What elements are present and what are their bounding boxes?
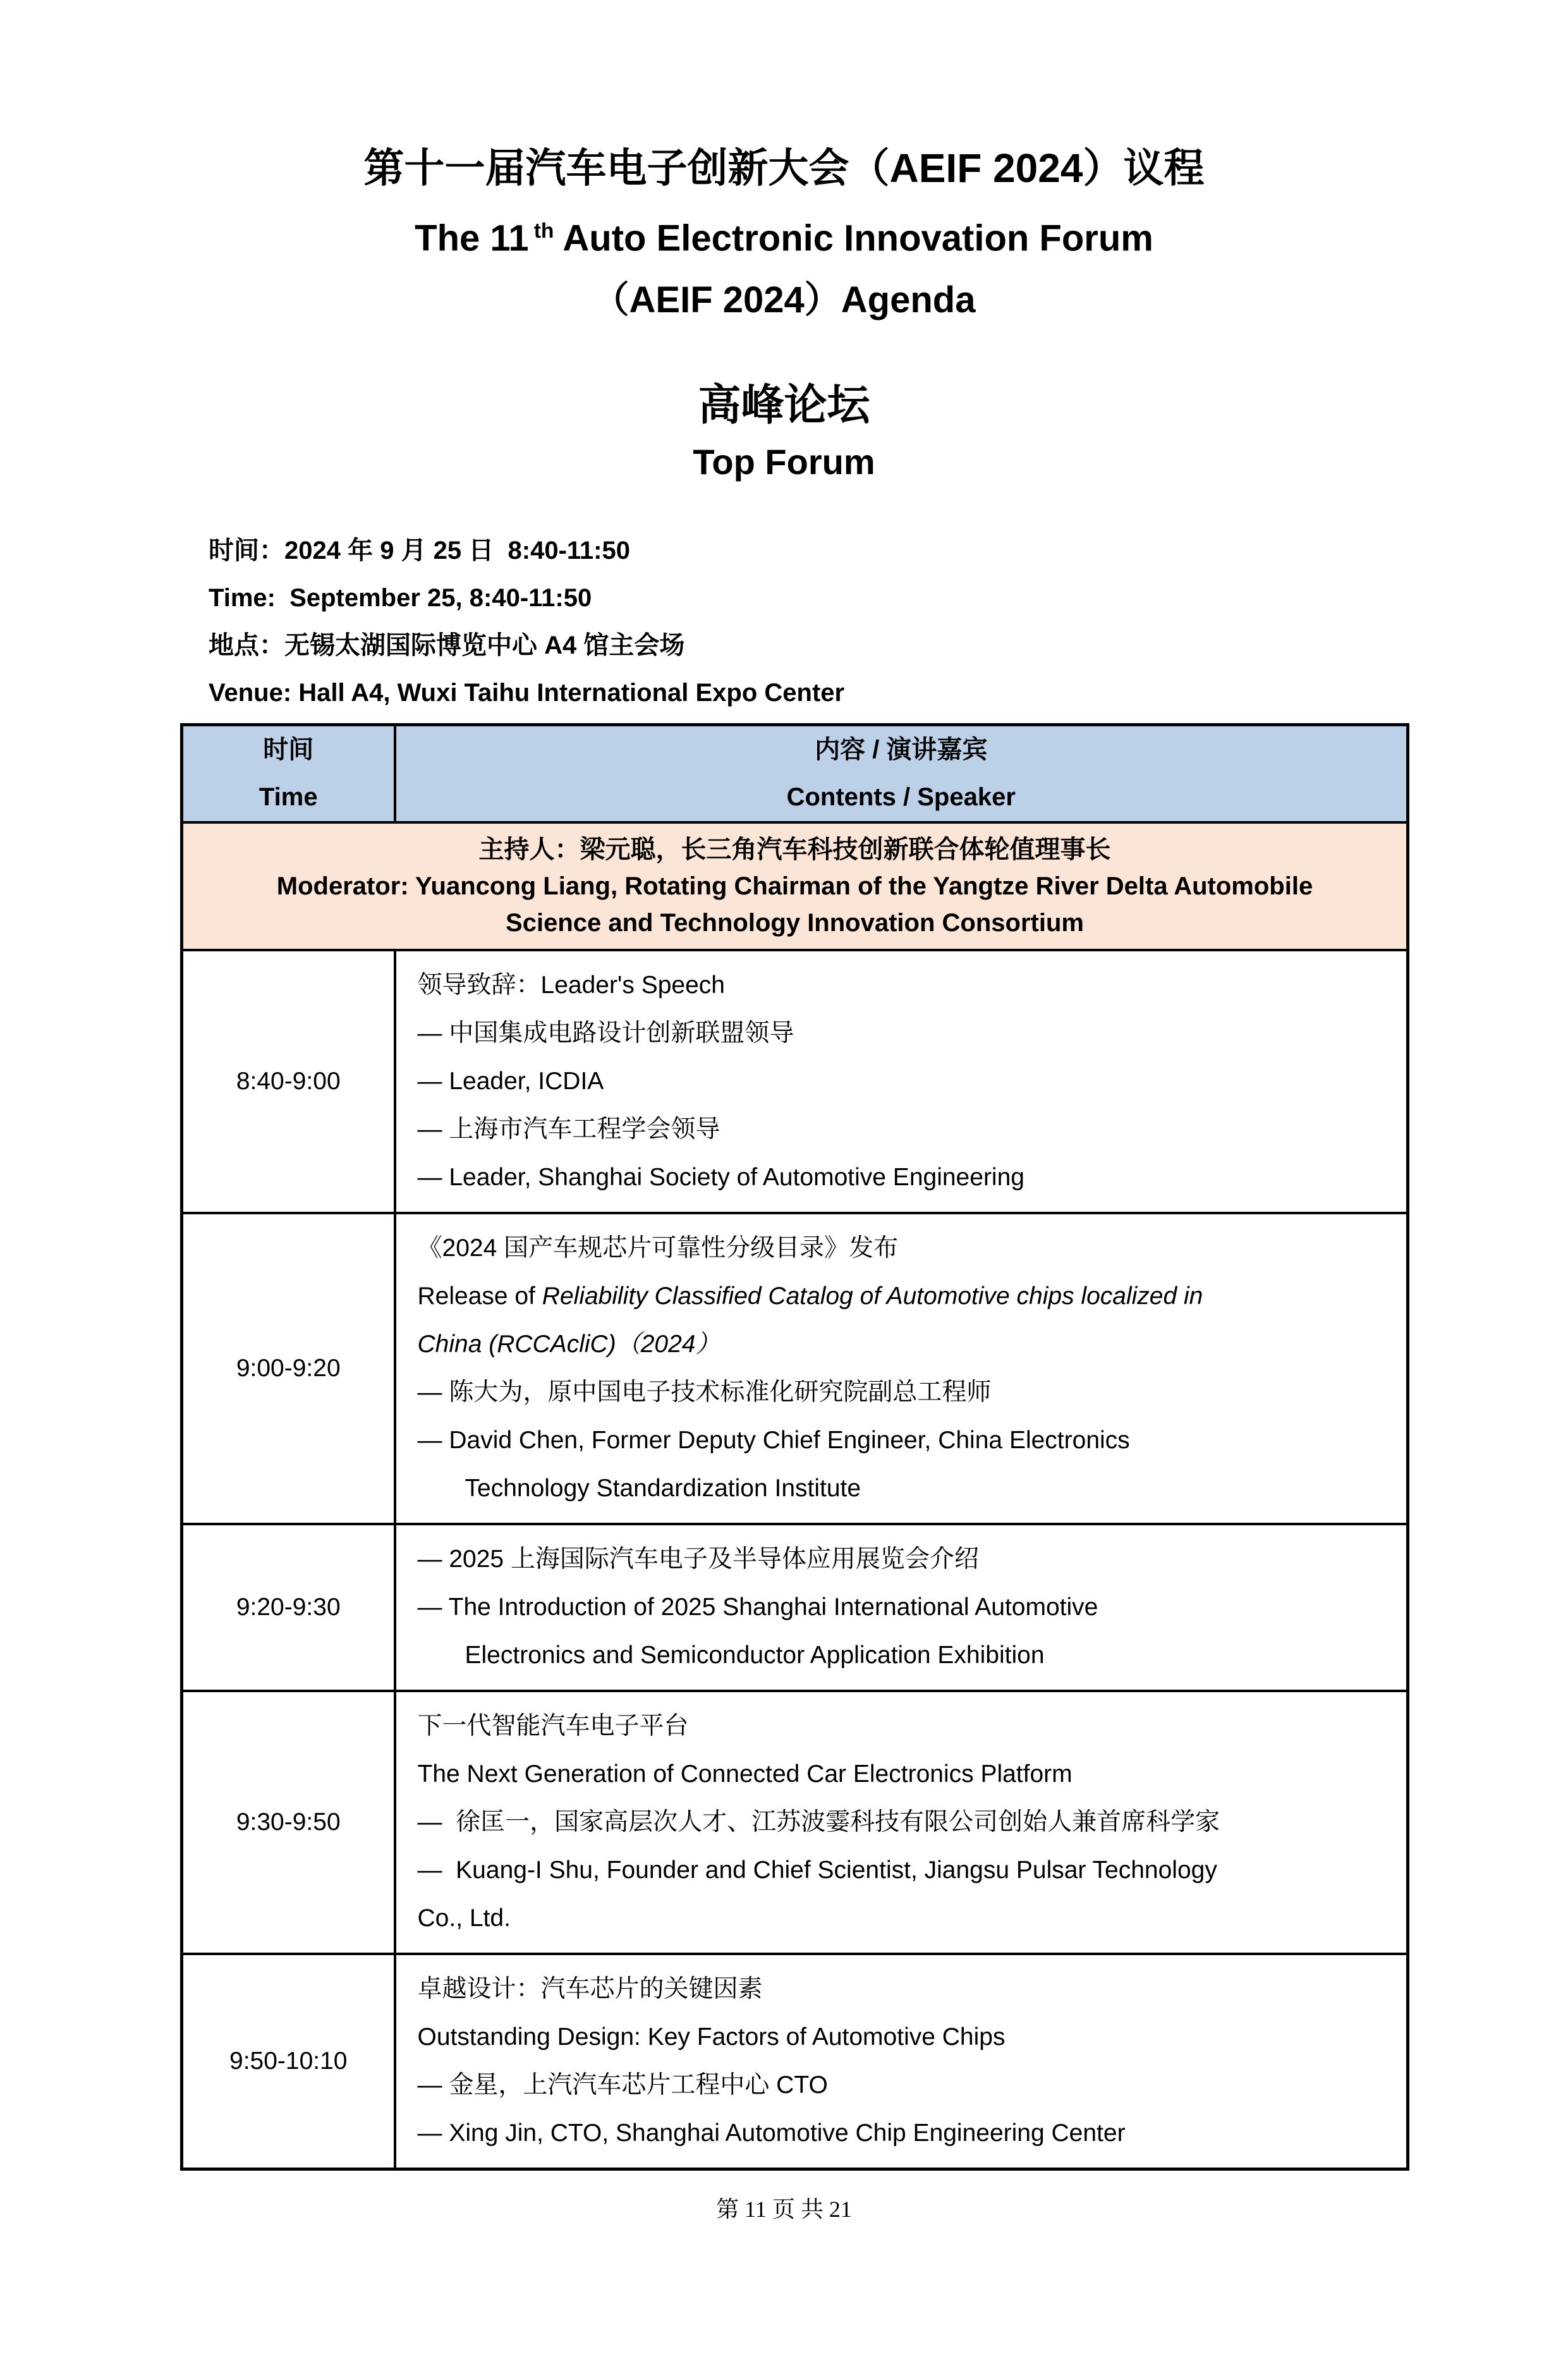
content-line — [418, 1224, 1388, 1272]
text: — 中国集成电路设计创新联盟领导 — [417, 1020, 794, 1047]
header-contents-zh: 内容 / 演讲嘉宾 — [815, 736, 988, 764]
content-line — [418, 1009, 1388, 1058]
text: 《2024 国产车规芯片可靠性分级目录》发布 — [417, 1235, 899, 1262]
table-row — [182, 1954, 1408, 2169]
text: — 上海市汽车工程学会领导 — [417, 1116, 720, 1143]
header-time-zh: 时间 — [263, 736, 314, 764]
content-cell — [395, 1691, 1408, 1954]
content-line — [418, 1272, 1388, 1320]
content-line — [418, 1750, 1388, 1798]
header-contents-column — [395, 725, 1408, 823]
content-line — [418, 1369, 1388, 1417]
time-cell: 9:50-10:10 — [182, 1954, 395, 2169]
text: — Leader, ICDIA — [417, 1068, 604, 1095]
content-line — [418, 1583, 1388, 1631]
moderator-line-en1: Moderator: Yuancong Liang, Rotating Chairman of the Yangtze River Delta Automobile — [276, 872, 1313, 901]
title-block — [0, 136, 1568, 331]
content-cell — [395, 1954, 1408, 2169]
content-line — [418, 2013, 1388, 2061]
text: Technology Standardization Institute — [465, 1475, 861, 1503]
text: — David Chen, Former Deputy Chief Engineer, China Electronics — [417, 1427, 1130, 1454]
content-line — [418, 1535, 1388, 1583]
italic-text: China (RCCAcliC)（2024） — [417, 1331, 720, 1358]
table-row — [182, 1213, 1408, 1524]
content-line — [418, 2109, 1388, 2157]
meta-time-en: Time: September 25, 8:40-11:50 — [209, 584, 592, 613]
header-contents-en: Contents / Speaker — [786, 783, 1016, 812]
agenda-table — [180, 723, 1409, 2171]
header-time-column — [182, 725, 395, 823]
content-line — [418, 1465, 1388, 1513]
table-row — [182, 1691, 1408, 1954]
moderator-line-en2: Science and Technology Innovation Consortium — [506, 909, 1084, 937]
header-time-en: Time — [258, 783, 318, 812]
text: — Leader, Shanghai Society of Automotive Engineering — [417, 1164, 1024, 1192]
table-row — [182, 950, 1408, 1213]
text: 卓越设计：汽车芯片的关键因素 — [417, 1975, 763, 2003]
text: Release of — [417, 1283, 542, 1310]
page-title-en-line1 — [0, 200, 1568, 269]
content-line — [418, 2061, 1388, 2109]
meta-venue-en: Venue: Hall A4, Wuxi Taihu International Expo Center — [209, 679, 845, 707]
content-line — [418, 1106, 1388, 1154]
moderator-row — [182, 822, 1408, 950]
meta-venue-zh: 地点：无锡太湖国际博览中心 A4 馆主会场 — [209, 631, 685, 660]
agenda-rows — [182, 950, 1408, 2169]
time-cell: 9:00-9:20 — [182, 1213, 395, 1524]
content-line — [418, 1846, 1388, 1894]
page-number: 第 11 页 共 21 — [716, 2197, 852, 2223]
text: — 2025 上海国际汽车电子及半导体应用展览会介绍 — [417, 1546, 979, 1573]
text: The Next Generation of Connected Car Electronics Platform — [417, 1760, 1073, 1788]
section-title-zh: 高峰论坛 — [698, 381, 870, 430]
time-cell: 9:20-9:30 — [182, 1524, 395, 1691]
moderator-cell — [182, 822, 1408, 950]
content-line — [418, 1798, 1388, 1846]
table-header-row — [182, 725, 1408, 823]
text: — 徐匡一，国家高层次人才、江苏波霎科技有限公司创始人兼首席科学家 — [417, 1808, 1220, 1836]
content-line — [418, 1965, 1388, 2013]
time-cell: 9:30-9:50 — [182, 1691, 395, 1954]
time-cell: 8:40-9:00 — [182, 950, 395, 1213]
section-title-block — [0, 375, 1568, 489]
text: Outstanding Design: Key Factors of Automotive Chips — [417, 2023, 1006, 2051]
text: — Xing Jin, CTO, Shanghai Automotive Chip Engineering Center — [417, 2119, 1126, 2147]
title-en-superscript: th — [533, 219, 554, 243]
meta-block — [209, 527, 1568, 717]
content-line — [418, 1058, 1388, 1106]
content-line — [418, 961, 1388, 1009]
text: Electronics and Semiconductor Application Exhibition — [465, 1642, 1045, 1669]
content-line — [418, 1154, 1388, 1202]
meta-time-zh: 时间：2024 年 9 月 25 日 8:40-11:50 — [209, 537, 630, 565]
page-title-en-line2: （AEIF 2024）Agenda — [592, 279, 976, 321]
content-cell — [395, 1524, 1408, 1691]
content-line — [418, 1320, 1388, 1369]
title-en-part1: The 11 — [415, 217, 529, 259]
content-line — [418, 1702, 1388, 1750]
content-line — [418, 1894, 1388, 1942]
text: — The Introduction of 2025 Shanghai International Automotive — [417, 1594, 1098, 1621]
page-title-zh: 第十一届汽车电子创新大会（AEIF 2024）议程 — [363, 145, 1205, 191]
moderator-line-zh: 主持人：梁元聪，长三角汽车科技创新联合体轮值理事长 — [478, 836, 1111, 864]
text: 领导致辞：Leader's Speech — [417, 972, 725, 999]
content-line — [418, 1417, 1388, 1465]
content-cell — [395, 1213, 1408, 1524]
text: — Kuang-I Shu, Founder and Chief Scientist, Jiangsu Pulsar Technology — [417, 1857, 1217, 1884]
text: — 陈大为，原中国电子技术标准化研究院副总工程师 — [417, 1379, 992, 1406]
content-cell — [395, 950, 1408, 1213]
title-en-part2: Auto Electronic Innovation Forum — [554, 217, 1153, 259]
text: — 金星，上汽汽车芯片工程中心 CTO — [417, 2071, 828, 2099]
italic-text: Reliability Classified Catalog of Automotive chips localized in — [542, 1283, 1203, 1310]
content-line — [418, 1631, 1388, 1680]
text: Co., Ltd. — [417, 1905, 511, 1932]
section-title-en: Top Forum — [693, 442, 875, 482]
text: 下一代智能汽车电子平台 — [417, 1712, 689, 1740]
table-row — [182, 1524, 1408, 1691]
